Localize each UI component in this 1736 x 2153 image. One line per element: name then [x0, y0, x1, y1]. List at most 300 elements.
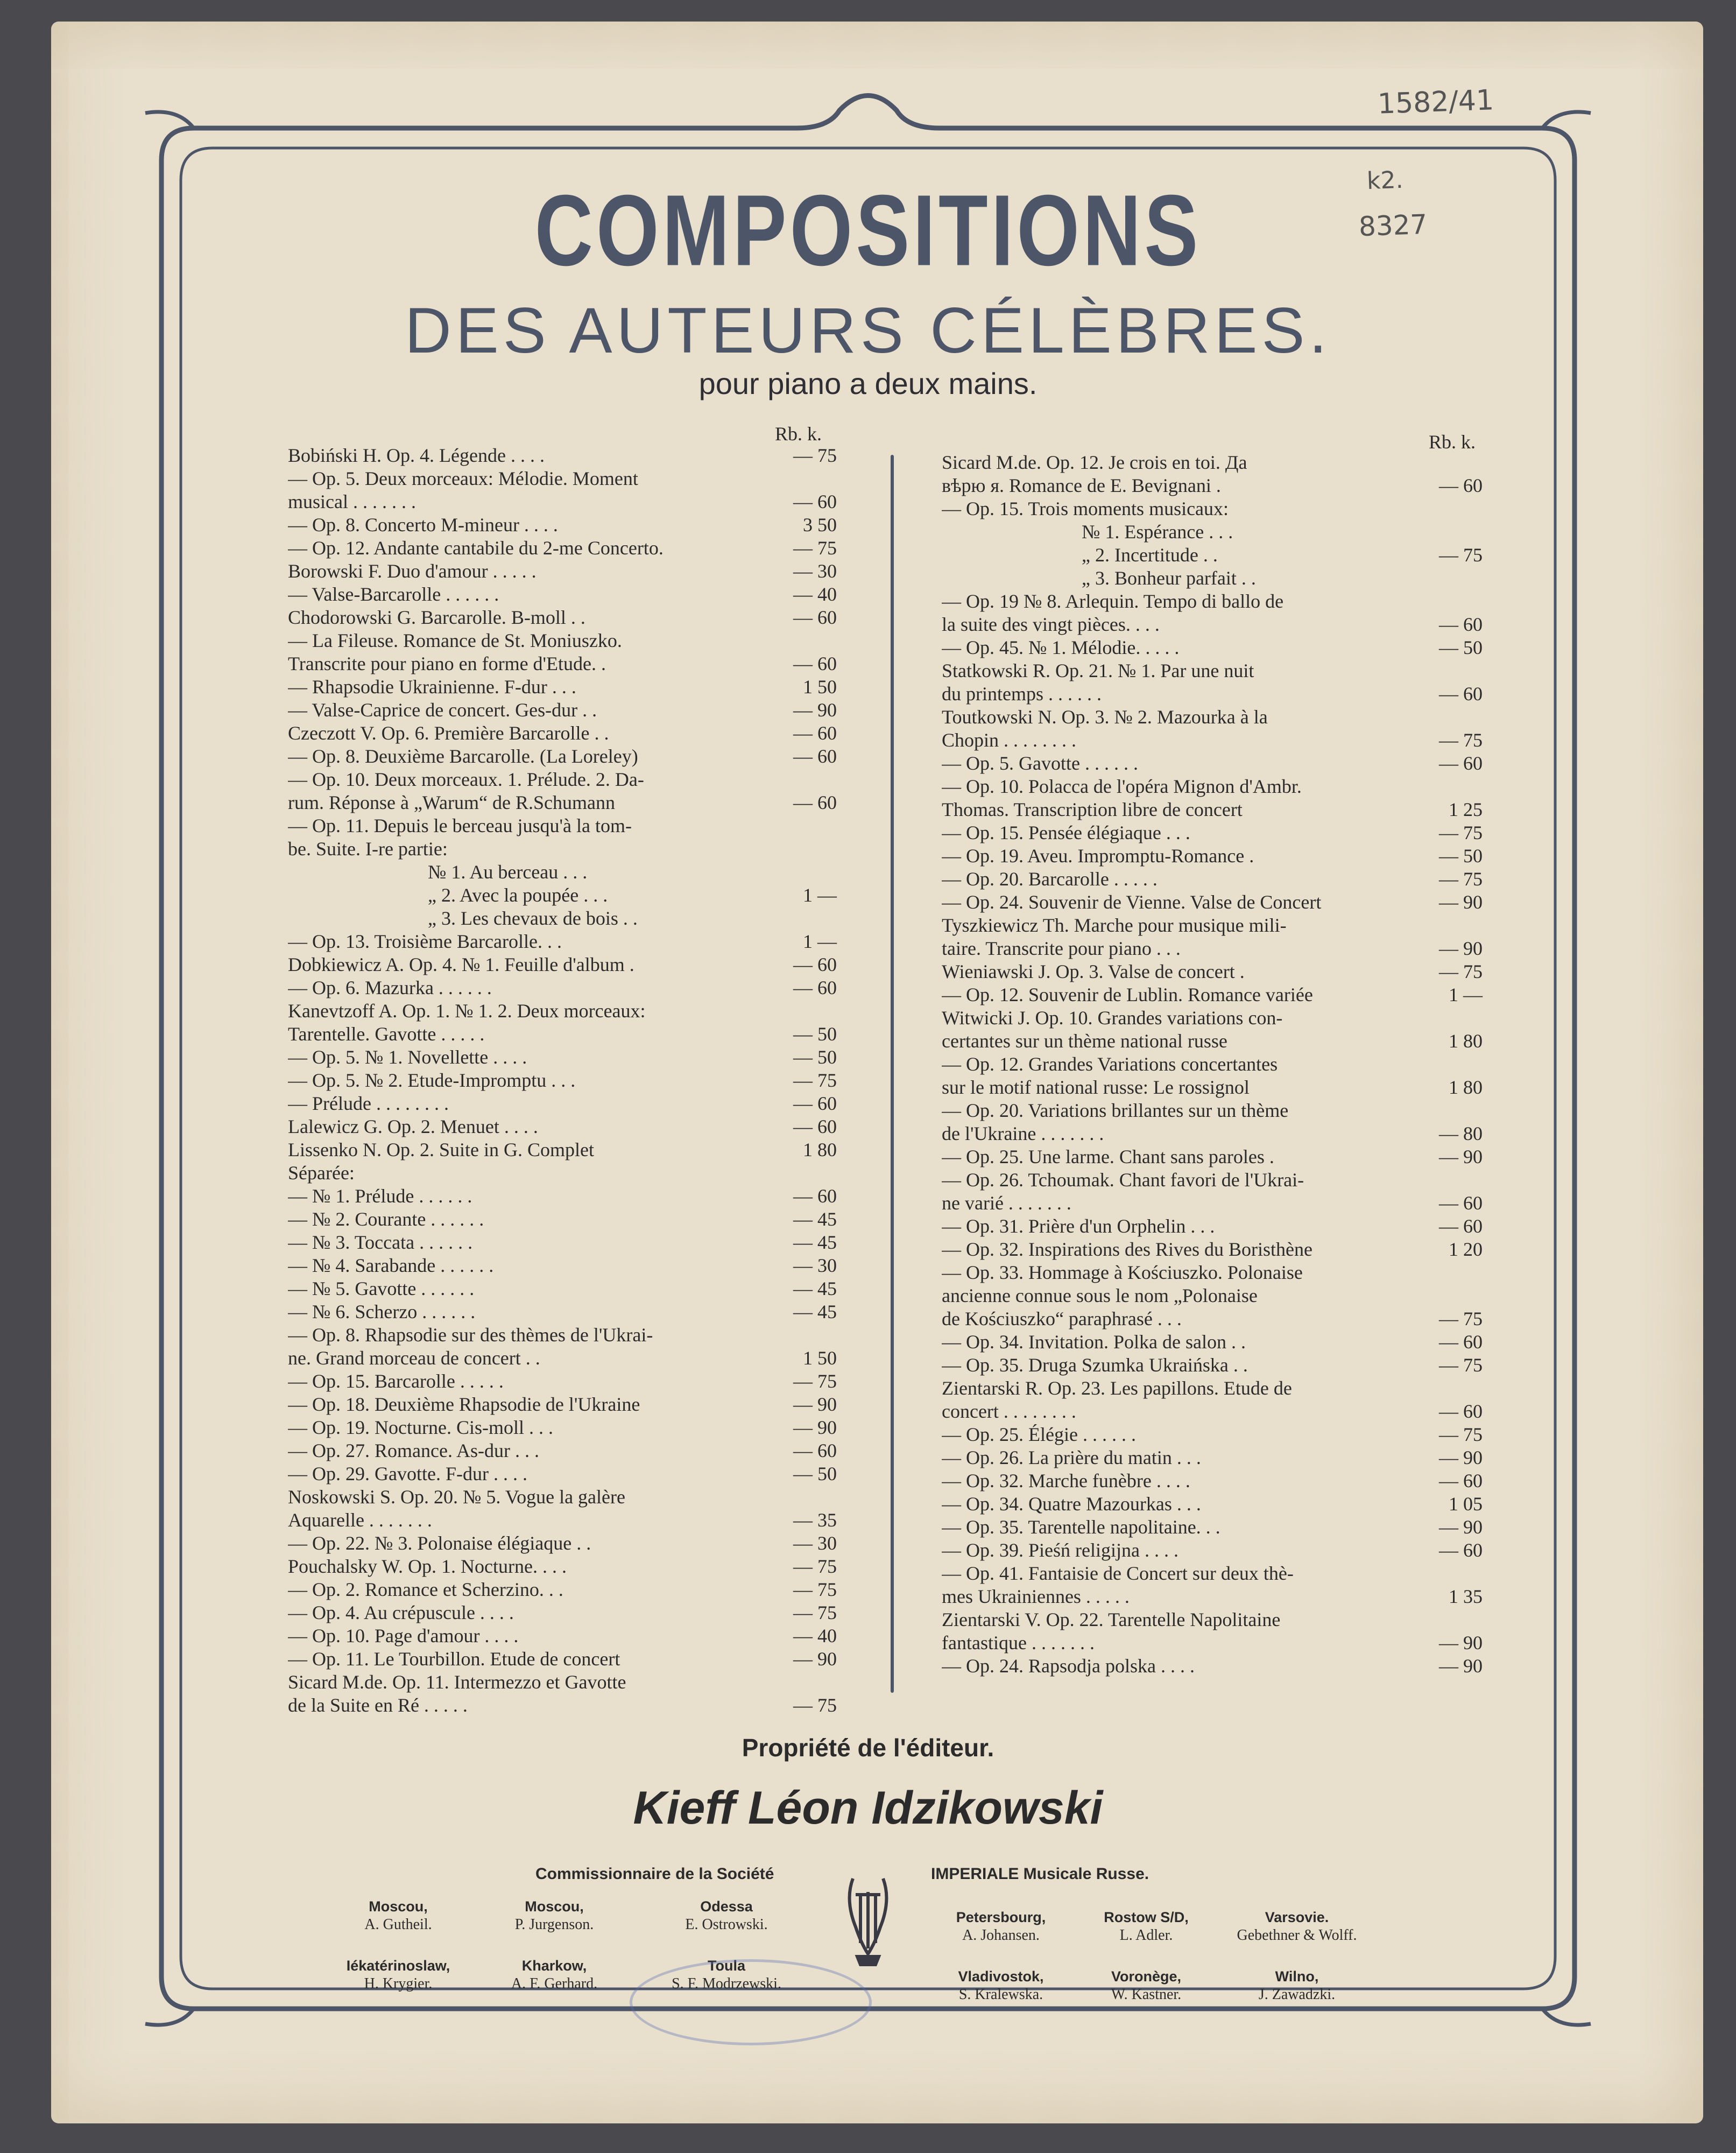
catalog-entry	[942, 1631, 1483, 1655]
catalog-entry	[288, 1486, 837, 1509]
entry-price: — 60	[1439, 683, 1483, 705]
catalog-entry	[942, 451, 1483, 474]
entry-title: „ 2. Avec la poupée . . .	[428, 884, 608, 906]
entry-price: 1 —	[803, 884, 837, 906]
entry-title: — Op. 8. Deuxième Barcarolle. (La Loreley)	[288, 745, 638, 767]
handwritten-number: 8327	[1358, 208, 1428, 243]
entry-price: — 45	[793, 1278, 837, 1299]
catalog-entry	[942, 636, 1483, 659]
entry-title: — Op. 27. Romance. As-dur . . .	[288, 1440, 539, 1461]
entry-title: — Op. 35. Tarentelle napolitaine. . .	[942, 1516, 1220, 1538]
entry-price	[1402, 497, 1483, 520]
catalog-left-column	[288, 444, 837, 1717]
entry-price: — 50	[1439, 845, 1483, 867]
entry-title: — Op. 8. Rhapsodie sur des thèmes de l'Ukrai-	[288, 1324, 653, 1346]
catalog-entry	[942, 821, 1483, 845]
entry-title: Sicard M.de. Op. 12. Je crois en toi. Да	[942, 452, 1247, 473]
entry-title: — Op. 25. Une larme. Chant sans paroles .	[942, 1146, 1274, 1167]
entry-price: 1 05	[1449, 1493, 1483, 1515]
catalog-entry	[942, 1608, 1483, 1631]
entry-price: — 75	[1439, 1424, 1483, 1445]
entry-price	[1402, 1284, 1483, 1307]
entry-price: — 40	[793, 583, 837, 605]
entry-title: Chopin . . . . . . . .	[942, 729, 1077, 751]
entry-price: — 75	[793, 1070, 837, 1091]
entry-price: — 75	[1439, 729, 1483, 751]
entry-title: — Op. 8. Concerto M-mineur . . . .	[288, 514, 558, 536]
catalog-entry	[942, 706, 1483, 729]
catalog-entry	[942, 1469, 1483, 1493]
catalog-entry	[288, 1208, 837, 1231]
entry-price: — 60	[793, 1185, 837, 1207]
commission-text-right: IMPERIALE Musicale Russe.	[931, 1865, 1149, 1883]
entry-title: Sicard M.de. Op. 11. Intermezzo et Gavotte	[288, 1671, 626, 1693]
catalog-entry	[942, 1076, 1483, 1099]
catalog-entry	[942, 1354, 1483, 1377]
catalog-entry	[942, 1122, 1483, 1145]
entry-price: — 90	[793, 1417, 837, 1438]
agent-name: S. Kralewska.	[958, 1986, 1043, 2003]
entry-title: Tarentelle. Gavotte . . . . .	[288, 1023, 485, 1045]
agent-city: Iékatérinoslaw,	[346, 1958, 450, 1974]
entry-price: — 75	[793, 445, 837, 466]
entry-title: № 1. Au berceau . . .	[428, 861, 588, 883]
entry-price: — 30	[793, 560, 837, 582]
catalog-entry	[288, 1277, 837, 1300]
entry-price: — 60	[793, 1093, 837, 1114]
publisher-name: Kieff Léon Idzikowski	[633, 1782, 1103, 1834]
entry-price	[756, 1486, 837, 1509]
entry-price	[1402, 1007, 1483, 1030]
agent-entry	[317, 1957, 479, 1993]
entry-price	[756, 768, 837, 791]
entry-title: Czeczott V. Op. 6. Première Barcarolle . .	[288, 722, 609, 744]
entry-price: — 60	[1439, 1331, 1483, 1353]
entry-price: — 75	[1439, 1354, 1483, 1376]
agent-entry	[474, 1957, 635, 1993]
entry-price: — 75	[793, 1694, 837, 1716]
entry-title: — Op. 22. № 3. Polonaise élégiaque . .	[288, 1532, 591, 1554]
entry-title: Wieniawski J. Op. 3. Valse de concert .	[942, 961, 1245, 982]
catalog-entry	[288, 490, 837, 513]
catalog-entry	[942, 567, 1483, 590]
entry-title: Bobiński H. Op. 4. Légende . . . .	[288, 445, 545, 466]
entry-price: — 60	[793, 745, 837, 767]
entry-title: — Prélude . . . . . . . .	[288, 1093, 449, 1114]
entry-title: — Op. 34. Invitation. Polka de salon . .	[942, 1331, 1246, 1353]
entry-title: — Op. 25. Élégie . . . . . .	[942, 1424, 1136, 1445]
entry-price: — 90	[1439, 1632, 1483, 1654]
agent-entry	[920, 1967, 1082, 2004]
agent-name: A. F. Gerhard.	[511, 1975, 598, 1992]
catalog-entry	[942, 891, 1483, 914]
catalog-entry	[942, 1493, 1483, 1516]
catalog-entry	[288, 467, 837, 490]
entry-price: — 80	[1439, 1123, 1483, 1144]
catalog-entry	[288, 1462, 837, 1486]
entry-title: — Op. 45. № 1. Mélodie. . . . .	[942, 637, 1180, 658]
entry-price: 1 25	[1449, 799, 1483, 820]
catalog-entry	[942, 868, 1483, 891]
catalog-entry	[942, 1145, 1483, 1169]
catalog-entry	[288, 1254, 837, 1277]
entry-title: — La Fileuse. Romance de St. Moniuszko.	[288, 630, 622, 651]
catalog-entry	[288, 444, 837, 467]
entry-price: — 75	[1439, 868, 1483, 890]
entry-price: — 60	[1439, 1401, 1483, 1422]
catalog-entry	[942, 1516, 1483, 1539]
catalog-entry	[942, 752, 1483, 775]
entry-title: вѣрю я. Romance de E. Bevignani .	[942, 475, 1221, 496]
catalog-entry	[288, 652, 837, 676]
catalog-entry	[942, 914, 1483, 937]
catalog-entry	[942, 845, 1483, 868]
entry-price: — 90	[1439, 891, 1483, 913]
catalog-entry	[942, 1099, 1483, 1122]
catalog-entry	[942, 1007, 1483, 1030]
entry-price	[1402, 1377, 1483, 1400]
entry-price: — 30	[793, 1255, 837, 1276]
agent-city: Voronège,	[1111, 1968, 1182, 1985]
entry-price: — 60	[1439, 614, 1483, 635]
catalog-entry	[288, 861, 837, 884]
entry-price	[1402, 1261, 1483, 1284]
catalog-entry	[288, 560, 837, 583]
entry-title: — Op. 15. Trois moments musicaux:	[942, 498, 1229, 519]
entry-title: № 1. Espérance . . .	[1082, 521, 1233, 543]
entry-price: — 75	[793, 1602, 837, 1623]
catalog-entry	[288, 699, 837, 722]
entry-title: — Op. 13. Troisième Barcarolle. . .	[288, 931, 562, 952]
entry-price: — 75	[1439, 544, 1483, 566]
catalog-entry	[288, 722, 837, 745]
entry-price	[1402, 706, 1483, 729]
entry-title: — Op. 24. Rapsodja polska . . . .	[942, 1655, 1195, 1677]
library-stamp	[630, 1959, 872, 2045]
agent-city: Toula	[708, 1958, 745, 1974]
agent-entry	[317, 1897, 479, 1934]
entry-title: — Op. 10. Deux morceaux. 1. Prélude. 2. Da-	[288, 769, 644, 790]
entry-price: — 60	[793, 1116, 837, 1137]
entry-price: — 90	[1439, 938, 1483, 959]
agent-name: W. Kastner.	[1111, 1986, 1182, 2003]
entry-title: — Op. 10. Page d'amour . . . .	[288, 1625, 519, 1647]
catalog-entry	[942, 520, 1483, 544]
catalog-entry	[288, 791, 837, 814]
catalog-entry	[942, 1307, 1483, 1331]
catalog-entry	[942, 474, 1483, 497]
agent-name: S. F. Modrzewski.	[672, 1975, 781, 1992]
entry-title: Tyszkiewicz Th. Marche pour musique mili-	[942, 914, 1287, 936]
catalog-entry	[288, 537, 837, 560]
entry-price: — 45	[793, 1208, 837, 1230]
catalog-entry	[942, 497, 1483, 520]
agent-entry	[1065, 1908, 1227, 1945]
entry-title: — Op. 2. Romance et Scherzino. . .	[288, 1579, 563, 1600]
entry-price	[756, 629, 837, 652]
catalog-entry	[942, 1539, 1483, 1562]
entry-price: 3 50	[803, 514, 837, 536]
entry-title: — Op. 24. Souvenir de Vienne. Valse de Concert	[942, 891, 1322, 913]
entry-title: Pouchalsky W. Op. 1. Nocturne. . . .	[288, 1556, 567, 1577]
entry-title: — Op. 18. Deuxième Rhapsodie de l'Ukraine	[288, 1394, 640, 1415]
entry-title: certantes sur un thème national russe	[942, 1030, 1227, 1052]
lyre-icon	[842, 1868, 894, 1970]
catalog-entry	[942, 1423, 1483, 1446]
entry-price: — 60	[793, 722, 837, 744]
entry-title: concert . . . . . . . .	[942, 1401, 1076, 1422]
catalog-entry	[288, 1115, 837, 1138]
catalog-entry	[288, 513, 837, 537]
catalog-entry	[942, 1284, 1483, 1307]
entry-title: — Op. 11. Le Tourbillon. Etude de concert	[288, 1648, 620, 1670]
entry-title: Borowski F. Duo d'amour . . . . .	[288, 560, 537, 582]
entry-title: — Op. 31. Prière d'un Orphelin . . .	[942, 1215, 1215, 1237]
entry-title: Zientarski V. Op. 22. Tarentelle Napolitaine	[942, 1609, 1281, 1630]
entry-title: Witwicki J. Op. 10. Grandes variations con-	[942, 1007, 1283, 1029]
entry-title: — Op. 12. Souvenir de Lublin. Romance variée	[942, 984, 1313, 1005]
handwritten-catalog-number: 1582/41	[1377, 84, 1495, 121]
handwritten-code: k2.	[1366, 166, 1404, 195]
entry-price	[1402, 1608, 1483, 1631]
catalog-entry	[288, 1324, 837, 1347]
entry-title: du printemps . . . . . .	[942, 683, 1102, 705]
entry-title: — Op. 32. Inspirations des Rives du Boristhène	[942, 1239, 1312, 1260]
price-header-left: Rb. k.	[775, 423, 822, 445]
entry-price: 1 —	[1449, 984, 1483, 1005]
catalog-right-column	[942, 451, 1483, 1678]
catalog-entry	[288, 1532, 837, 1555]
entry-price: — 50	[793, 1023, 837, 1045]
subtitle-instrument: pour piano a deux mains.	[698, 367, 1038, 400]
entry-title: ne varié . . . . . . .	[942, 1192, 1071, 1214]
catalog-entry	[942, 1169, 1483, 1192]
catalog-entry	[942, 683, 1483, 706]
entry-title: — № 4. Sarabande . . . . . .	[288, 1255, 494, 1276]
entry-price: 1 50	[803, 676, 837, 698]
entry-title: Kanevtzoff A. Op. 1. № 1. 2. Deux morceaux:	[288, 1000, 646, 1022]
agent-city: Moscou,	[525, 1898, 584, 1915]
agent-entry	[474, 1897, 635, 1934]
entry-price: — 75	[1439, 822, 1483, 843]
entry-title: — Rhapsodie Ukrainienne. F-dur . . .	[288, 676, 576, 698]
entry-title: — Op. 41. Fantaisie de Concert sur deux thè-	[942, 1563, 1294, 1584]
entry-price: — 60	[793, 607, 837, 628]
subtitle: DES AUTEURS CÉLÈBRES.	[405, 294, 1331, 367]
entry-price: — 90	[793, 1648, 837, 1670]
entry-price: — 90	[1439, 1516, 1483, 1538]
entry-price: — 60	[793, 653, 837, 674]
entry-title: „ 2. Incertitude . .	[1082, 544, 1218, 566]
entry-title: la suite des vingt pièces. . . .	[942, 614, 1160, 635]
catalog-entry	[288, 907, 837, 930]
entry-title: Thomas. Transcription libre de concert	[942, 799, 1243, 820]
catalog-entry	[288, 1231, 837, 1254]
entry-title: — Op. 11. Depuis le berceau jusqu'à la tom-	[288, 815, 632, 836]
catalog-entry	[942, 1562, 1483, 1585]
catalog-entry	[942, 1331, 1483, 1354]
entry-title: — № 5. Gavotte . . . . . .	[288, 1278, 475, 1299]
agent-entry	[646, 1897, 807, 1934]
entry-title: Lissenko N. Op. 2. Suite in G. Complet	[288, 1139, 594, 1160]
entry-price: 1 35	[1449, 1586, 1483, 1607]
catalog-entry	[942, 1192, 1483, 1215]
agent-city: Moscou,	[369, 1898, 428, 1915]
main-title: COMPOSITIONS	[534, 173, 1202, 287]
entry-title: — № 3. Toccata . . . . . .	[288, 1232, 473, 1253]
catalog-entry	[288, 1023, 837, 1046]
entry-title: Dobkiewicz A. Op. 4. № 1. Feuille d'album .	[288, 954, 634, 975]
entry-price: 1 80	[1449, 1076, 1483, 1098]
entry-title: — Op. 5. № 2. Etude-Impromptu . . .	[288, 1070, 576, 1091]
entry-price: — 45	[793, 1301, 837, 1322]
entry-title: „ 3. Bonheur parfait . .	[1082, 567, 1256, 589]
entry-price: — 60	[793, 954, 837, 975]
entry-price: — 75	[793, 1556, 837, 1577]
catalog-entry	[288, 1624, 837, 1648]
entry-price: — 35	[793, 1509, 837, 1531]
catalog-entry	[288, 1509, 837, 1532]
entry-price	[756, 1671, 837, 1694]
catalog-entry	[288, 629, 837, 652]
agent-name: E. Ostrowski.	[685, 1916, 768, 1933]
entry-price: — 60	[793, 1440, 837, 1461]
entry-price: — 60	[793, 792, 837, 813]
catalog-entry	[942, 1261, 1483, 1284]
entry-price: — 60	[793, 977, 837, 998]
catalog-entry	[942, 960, 1483, 983]
catalog-entry	[288, 606, 837, 629]
entry-title: — Op. 34. Quatre Mazourkas . . .	[942, 1493, 1201, 1515]
entry-price	[1402, 1562, 1483, 1585]
catalog-entry	[288, 1162, 837, 1185]
price-header-right: Rb. k.	[1429, 431, 1476, 453]
agent-city: Wilno,	[1275, 1968, 1319, 1985]
agent-name: Gebethner & Wolff.	[1237, 1927, 1357, 1944]
entry-price: — 40	[793, 1625, 837, 1647]
catalog-entry	[942, 1377, 1483, 1400]
entry-title: sur le motif national russe: Le rossignol	[942, 1076, 1250, 1098]
agent-city: Kharkow,	[521, 1958, 587, 1974]
entry-title: de Kościuszko“ paraphrasé . . .	[942, 1308, 1182, 1329]
entry-price: — 75	[793, 1370, 837, 1392]
catalog-entry	[942, 1238, 1483, 1261]
catalog-entry	[288, 1185, 837, 1208]
catalog-entry	[942, 1400, 1483, 1423]
entry-price	[1402, 1169, 1483, 1192]
entry-title: — Valse-Barcarolle . . . . . .	[288, 583, 499, 605]
entry-price: — 50	[1439, 637, 1483, 658]
agent-entry	[1216, 1908, 1378, 1945]
entry-price: — 60	[1439, 752, 1483, 774]
catalog-entry	[288, 1092, 837, 1115]
catalog-entry	[288, 1138, 837, 1162]
catalog-entry	[942, 937, 1483, 960]
entry-title: — № 2. Courante . . . . . .	[288, 1208, 484, 1230]
entry-title: Transcrite pour piano en forme d'Etude. .	[288, 653, 606, 674]
catalog-entry	[288, 953, 837, 976]
entry-title: — Op. 6. Mazurka . . . . . .	[288, 977, 492, 998]
entry-title: de l'Ukraine . . . . . . .	[942, 1123, 1104, 1144]
entry-title: ancienne connue sous le nom „Polonaise	[942, 1285, 1258, 1306]
catalog-entry	[288, 1648, 837, 1671]
entry-price: — 75	[1439, 1308, 1483, 1329]
catalog-entry	[288, 930, 837, 953]
agent-city: Rostow S/D,	[1104, 1909, 1189, 1925]
catalog-entry	[288, 583, 837, 606]
entry-price: 1 80	[1449, 1030, 1483, 1052]
entry-title: Lalewicz G. Op. 2. Menuet . . . .	[288, 1116, 538, 1137]
catalog-entry	[288, 676, 837, 699]
entry-price	[1402, 775, 1483, 798]
catalog-entry	[288, 1439, 837, 1462]
catalog-entry	[288, 1046, 837, 1069]
entry-price	[1402, 590, 1483, 613]
catalog-entry	[288, 1393, 837, 1416]
entry-title: — Op. 15. Pensée élégiaque . . .	[942, 822, 1190, 843]
entry-title: — Op. 33. Hommage à Kościuszko. Polonaise	[942, 1262, 1303, 1283]
entry-price: — 50	[793, 1046, 837, 1068]
entry-title: — № 1. Prélude . . . . . .	[288, 1185, 472, 1207]
catalog-entry	[942, 798, 1483, 821]
entry-title: — Op. 15. Barcarolle . . . . .	[288, 1370, 504, 1392]
entry-price: 1 80	[803, 1139, 837, 1160]
entry-title: — Op. 19. Nocturne. Cis-moll . . .	[288, 1417, 553, 1438]
catalog-entry	[288, 1578, 837, 1601]
entry-price: — 60	[1439, 1215, 1483, 1237]
entry-title: fantastique . . . . . . .	[942, 1632, 1095, 1654]
catalog-entry	[942, 613, 1483, 636]
commission-text-left: Commissionnaire de la Société	[535, 1865, 774, 1883]
catalog-entry	[942, 590, 1483, 613]
entry-price	[756, 1324, 837, 1347]
entry-title: Chodorowski G. Barcarolle. B-moll . .	[288, 607, 585, 628]
agent-name: A. Johansen.	[962, 1927, 1040, 1944]
entry-title: „ 3. Les chevaux de bois . .	[428, 907, 638, 929]
catalog-entry	[942, 659, 1483, 683]
entry-price: — 60	[1439, 1192, 1483, 1214]
agent-name: A. Gutheil.	[364, 1916, 432, 1933]
entry-price: — 50	[793, 1463, 837, 1484]
catalog-entry	[288, 838, 837, 861]
entry-price	[756, 814, 837, 838]
entry-price: — 60	[1439, 475, 1483, 496]
entry-title: de la Suite en Ré . . . . .	[288, 1694, 468, 1716]
entry-price	[1402, 451, 1483, 474]
entry-title: — Op. 20. Variations brillantes sur un thème	[942, 1100, 1289, 1121]
catalog-entry	[942, 1215, 1483, 1238]
entry-price: 1 50	[803, 1347, 837, 1369]
entry-title: — Op. 19 № 8. Arlequin. Tempo di ballo de	[942, 590, 1284, 612]
entry-title: musical . . . . . . .	[288, 491, 416, 512]
catalog-entry	[288, 745, 837, 768]
entry-price: 1 20	[1449, 1239, 1483, 1260]
catalog-entry	[288, 1347, 837, 1370]
entry-title: — Op. 35. Druga Szumka Ukraińska . .	[942, 1354, 1248, 1376]
entry-title: be. Suite. I-re partie:	[288, 838, 448, 860]
entry-title: — Op. 39. Pieśń religijna . . . .	[942, 1539, 1178, 1561]
entry-price: 1 —	[803, 931, 837, 952]
catalog-entry	[288, 1694, 837, 1717]
entry-price	[756, 467, 837, 490]
agent-city: Petersbourg,	[956, 1909, 1046, 1925]
catalog-entry	[288, 1000, 837, 1023]
entry-title: — Op. 5. № 1. Novellette . . . .	[288, 1046, 527, 1068]
catalog-entry	[942, 1446, 1483, 1469]
catalog-entry	[288, 768, 837, 791]
entry-price	[1402, 914, 1483, 937]
entry-price: — 90	[1439, 1447, 1483, 1468]
